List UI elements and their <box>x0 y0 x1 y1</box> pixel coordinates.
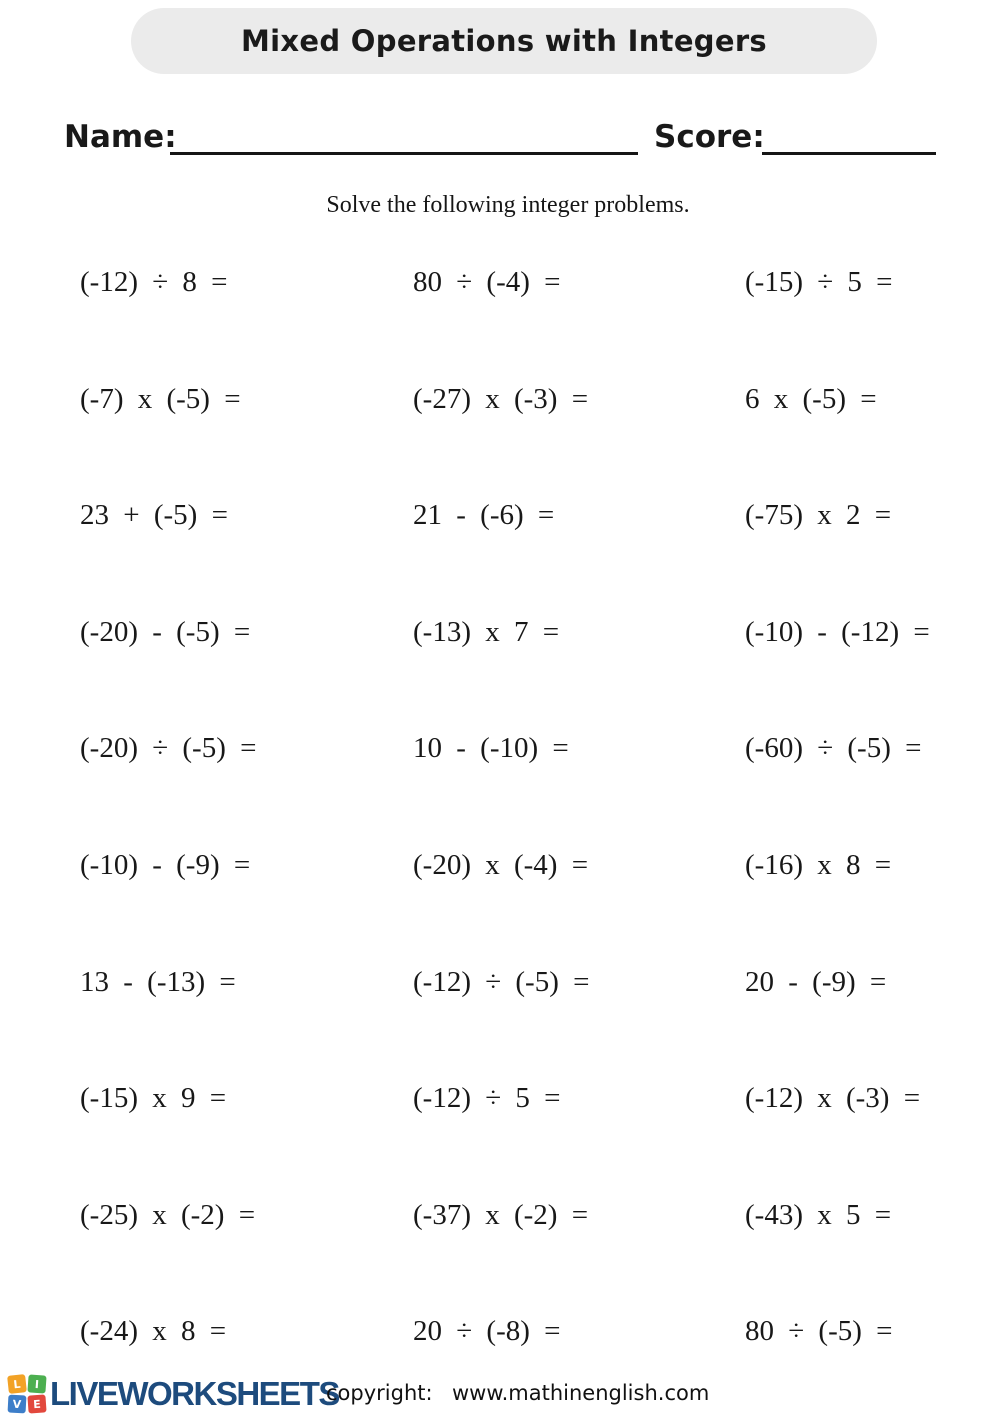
problem-cell[interactable]: (-15) x 9 = <box>80 1082 227 1115</box>
problem-cell[interactable]: 80 ÷ (-4) = <box>413 266 561 298</box>
problem-cell[interactable]: (-10) - (-12) = <box>745 615 930 648</box>
problem-row <box>80 1315 980 1348</box>
problem-cell[interactable]: (-15) ÷ 5 = <box>745 266 893 298</box>
problem-cell[interactable]: 21 - (-6) = <box>413 499 555 532</box>
score-blank-line[interactable] <box>762 152 936 155</box>
problem-row <box>80 966 980 999</box>
copyright-label: copyright: <box>326 1381 433 1405</box>
problem-cell[interactable]: (-60) ÷ (-5) = <box>745 732 922 765</box>
problem-cell[interactable]: (-20) x (-4) = <box>413 849 589 881</box>
name-label: Name: <box>64 119 177 155</box>
logo-tile-i-icon: I <box>27 1374 46 1393</box>
problem-row <box>80 616 980 649</box>
problem-cell[interactable]: (-27) x (-3) = <box>413 382 589 415</box>
problem-cell[interactable]: (-10) - (-9) = <box>80 849 251 881</box>
problem-cell[interactable]: (-13) x 7 = <box>413 615 560 648</box>
problem-cell[interactable]: (-43) x 5 = <box>745 1198 892 1231</box>
problem-cell[interactable]: 80 ÷ (-5) = <box>745 1315 893 1348</box>
problem-cell[interactable]: 10 - (-10) = <box>413 732 569 765</box>
problem-cell[interactable]: (-16) x 8 = <box>745 849 892 881</box>
problem-cell[interactable]: (-24) x 8 = <box>80 1315 227 1348</box>
instructions-text: Solve the following integer problems. <box>326 192 690 218</box>
problem-cell[interactable]: (-12) ÷ (-5) = <box>413 965 590 998</box>
problem-cell[interactable]: (-75) x 2 = <box>745 499 892 532</box>
logo-wordmark: LIVEWORKSHEETS <box>50 1375 339 1412</box>
problem-cell[interactable]: (-12) ÷ 8 = <box>80 266 228 298</box>
logo-tile-e-icon: E <box>27 1394 46 1413</box>
problem-cell[interactable]: 13 - (-13) = <box>80 965 236 998</box>
liveworksheets-logo-icon <box>8 1375 47 1414</box>
problem-cell[interactable]: (-25) x (-2) = <box>80 1198 256 1231</box>
problem-cell[interactable]: (-20) - (-5) = <box>80 615 251 648</box>
problem-cell[interactable]: 6 x (-5) = <box>745 382 877 415</box>
problem-row <box>80 1199 980 1232</box>
problem-row <box>80 499 980 532</box>
problem-cell[interactable]: (-20) ÷ (-5) = <box>80 732 257 765</box>
liveworksheets-logo[interactable] <box>8 1374 339 1414</box>
problem-cell[interactable]: 20 - (-9) = <box>745 965 887 998</box>
problem-row <box>80 383 980 416</box>
problem-row <box>80 732 980 765</box>
problem-cell[interactable]: 23 + (-5) = <box>80 499 228 532</box>
logo-tile-v-icon: V <box>8 1394 27 1413</box>
name-blank-line[interactable] <box>170 152 638 155</box>
page-title: Mixed Operations with Integers <box>240 24 767 58</box>
problem-row <box>80 266 980 299</box>
copyright-url-link[interactable]: www.mathinenglish.com <box>452 1381 710 1405</box>
logo-tile-l-icon: L <box>7 1374 27 1394</box>
score-label: Score: <box>654 119 765 155</box>
problem-row <box>80 849 980 882</box>
problem-cell[interactable]: (-12) x (-3) = <box>745 1082 921 1115</box>
problem-cell[interactable]: (-12) ÷ 5 = <box>413 1082 561 1115</box>
worksheet-title-pill <box>131 8 877 74</box>
problem-cell[interactable]: (-37) x (-2) = <box>413 1198 589 1231</box>
problem-cell[interactable]: (-7) x (-5) = <box>80 382 241 415</box>
problem-cell[interactable]: 20 ÷ (-8) = <box>413 1315 561 1348</box>
problem-row <box>80 1082 980 1115</box>
